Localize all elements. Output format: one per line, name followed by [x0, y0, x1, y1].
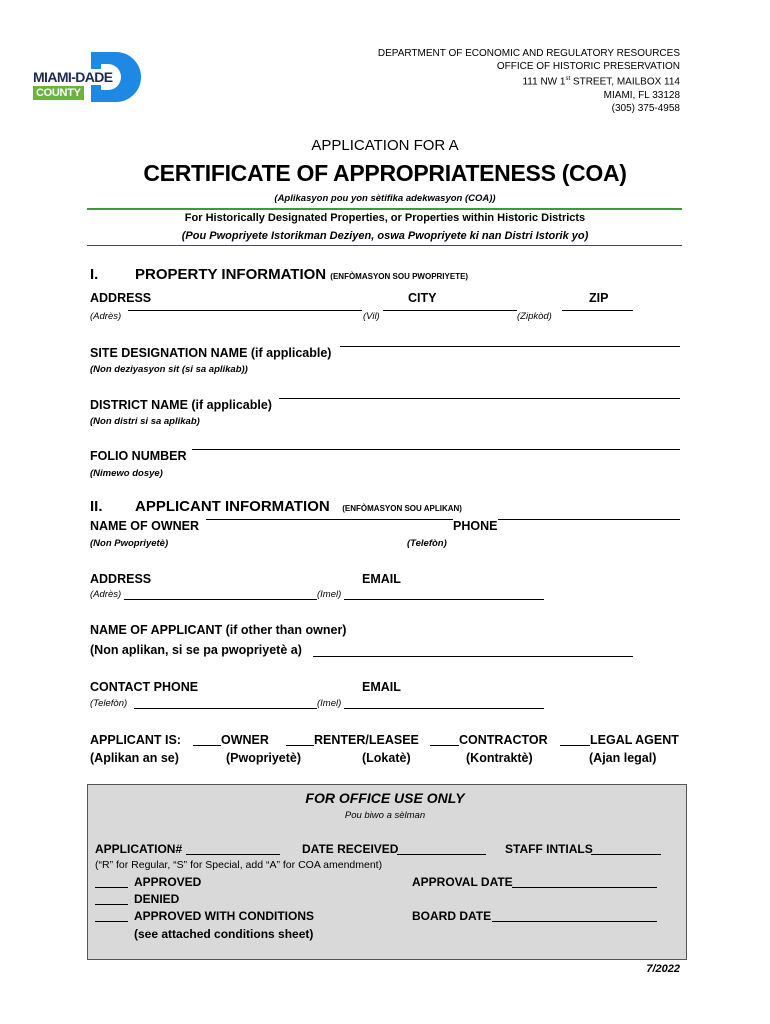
email2-field[interactable]: [344, 708, 544, 709]
city-field[interactable]: [383, 310, 517, 311]
approval-date-label: APPROVAL DATE: [412, 875, 513, 889]
denied-line[interactable]: [95, 904, 128, 905]
staff-initials-label: STAFF INTIALS: [505, 842, 593, 856]
office-title: FOR OFFICE USE ONLY: [305, 790, 465, 806]
logo-wordmark: MIAMI-DADE: [33, 69, 113, 85]
title-creole: (Aplikasyon pou yon sètifika adekwasyon (COA)): [274, 193, 496, 204]
approved-line[interactable]: [95, 887, 128, 888]
department-header: DEPARTMENT OF ECONOMIC AND REGULATORY RESOURCES OFFICE OF HISTORIC PRESERVATION 111 NW 1st STREET, MAILBOX 114 MIAMI, FL 33128 (305) 375-4958: [377, 48, 680, 115]
scope-creole: (Pou Pwopriyete Istorikman Deziyen, oswa Pwopriyete ki nan Distri Istorik yo): [181, 230, 589, 242]
applicant-name-field[interactable]: [313, 656, 633, 657]
applicant-address-field[interactable]: [124, 599, 317, 600]
application-note: (“R” for Regular, “S” for Special, add “A” for COA amendment): [95, 859, 383, 871]
folio-label: FOLIO NUMBER: [90, 449, 187, 463]
address-label: ADDRESS: [90, 291, 152, 305]
folio-field[interactable]: [192, 449, 680, 450]
owner-checkbox-line[interactable]: [193, 745, 221, 746]
contractor-option: CONTRACTOR: [459, 733, 548, 747]
approval-date-field[interactable]: [512, 887, 657, 888]
date-received-label: DATE RECEIVED: [302, 842, 399, 856]
green-divider: [87, 208, 682, 210]
application-for: APPLICATION FOR A: [311, 137, 459, 154]
approved-conditions-line[interactable]: [95, 921, 128, 922]
section2-number: II.: [90, 498, 103, 515]
email-field[interactable]: [344, 599, 544, 600]
zip-label: ZIP: [589, 291, 609, 305]
site-field[interactable]: [340, 346, 680, 347]
district-field[interactable]: [279, 398, 680, 399]
contractor-checkbox-line[interactable]: [430, 745, 459, 746]
section1-title: PROPERTY INFORMATION (ENFÒMASYON SOU PWOPRIYETE): [135, 266, 469, 283]
applicant-is-label: APPLICANT IS:: [90, 733, 181, 747]
blue-divider: [87, 245, 682, 246]
owner-option: OWNER: [221, 733, 269, 747]
owner-label: NAME OF OWNER: [90, 519, 200, 533]
contact-phone-label: CONTACT PHONE: [90, 680, 199, 694]
applicant-address-label: ADDRESS: [90, 572, 152, 586]
denied-option: DENIED: [134, 892, 180, 906]
agent-checkbox-line[interactable]: [560, 745, 590, 746]
miami-dade-logo: [33, 52, 141, 104]
email2-label: EMAIL: [362, 680, 401, 694]
section2-title: APPLICANT INFORMATION (ENFÒMASYON SOU APLIKAN): [135, 498, 462, 515]
agent-option: LEGAL AGENT: [590, 733, 679, 747]
application-number-field[interactable]: [186, 854, 280, 855]
renter-checkbox-line[interactable]: [286, 745, 314, 746]
district-label: DISTRICT NAME (if applicable): [90, 398, 272, 412]
staff-initials-field[interactable]: [591, 854, 661, 855]
email-label: EMAIL: [362, 572, 401, 586]
site-label: SITE DESIGNATION NAME (if applicable): [90, 346, 332, 360]
phone-field[interactable]: [498, 519, 680, 520]
revision-date: 7/2022: [646, 963, 680, 975]
renter-option: RENTER/LEASEE: [314, 733, 419, 747]
logo-county: COUNTY: [33, 86, 84, 100]
owner-field[interactable]: [206, 519, 453, 520]
application-number-label: APPLICATION#: [95, 842, 183, 856]
date-received-field[interactable]: [397, 854, 486, 855]
city-label: CITY: [408, 291, 437, 305]
page-title: CERTIFICATE OF APPROPRIATENESS (COA): [143, 160, 627, 186]
approved-option: APPROVED: [134, 875, 202, 889]
board-date-field[interactable]: [492, 921, 657, 922]
zip-field[interactable]: [562, 310, 633, 311]
address-field[interactable]: [128, 310, 362, 311]
board-date-label: BOARD DATE: [412, 909, 492, 923]
applicant-name-label: NAME OF APPLICANT (if other than owner): [90, 623, 347, 637]
approved-conditions-option: APPROVED WITH CONDITIONS: [134, 909, 315, 923]
applicant-name-creole: (Non aplikan, si se pa pwopriyetè a): [90, 643, 302, 657]
contact-phone-field[interactable]: [134, 708, 317, 709]
section1-number: I.: [90, 266, 99, 283]
scope-text: For Historically Designated Properties, or Properties within Historic Districts: [184, 212, 586, 224]
phone-label: PHONE: [453, 519, 498, 533]
